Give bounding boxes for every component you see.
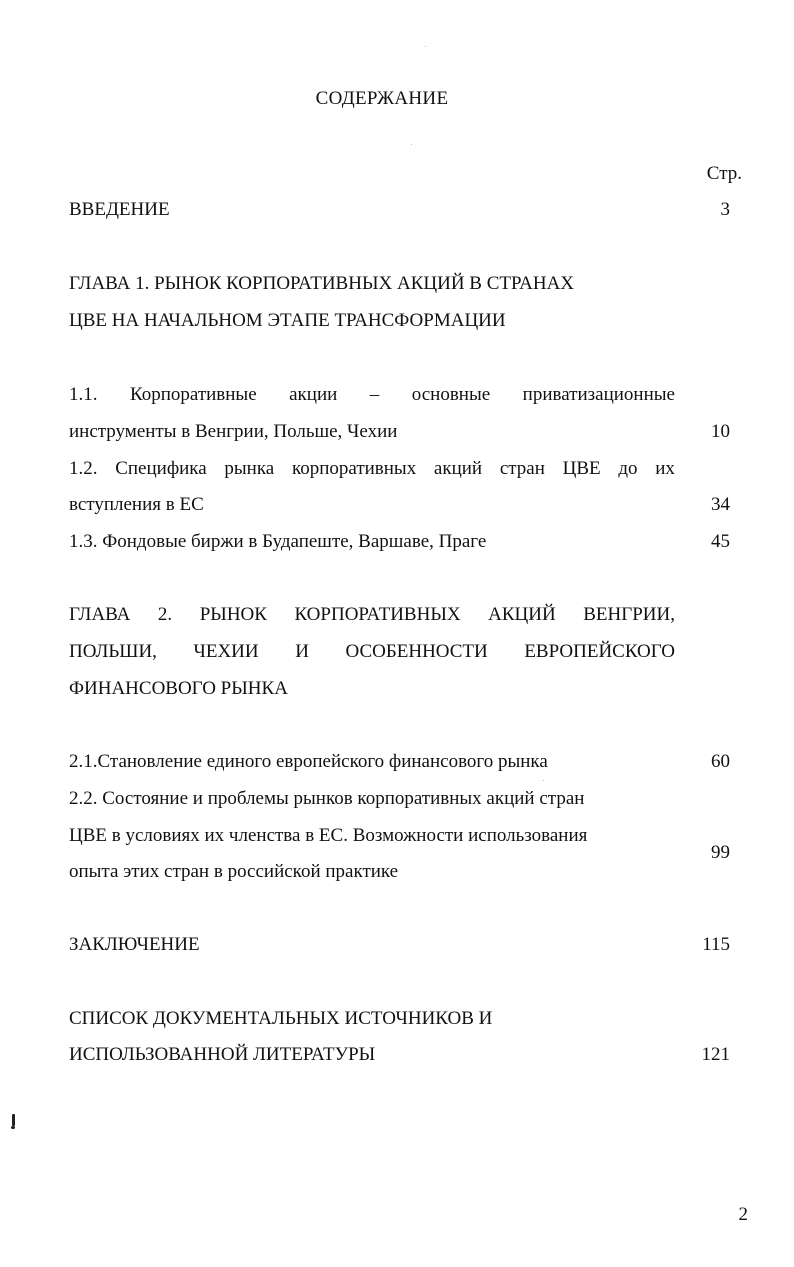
toc-word: ЦВЕ [562, 458, 601, 479]
toc-word: КОРПОРАТИВНЫХ [294, 604, 461, 625]
toc-word: корпоративных [291, 458, 417, 479]
toc-word: ЕВРОПЕЙСКОГО [524, 641, 675, 662]
toc-section-1-3-label[interactable]: 1.3. Фондовые биржи в Будапеште, Варшаве, Праге [69, 531, 487, 552]
toc-section-1-2-line1[interactable] [69, 458, 675, 480]
page-column-header: Стр. [706, 163, 742, 184]
toc-intro-label[interactable]: ВВЕДЕНИЕ [69, 199, 170, 220]
toc-word: ЧЕХИИ [193, 641, 259, 662]
toc-word: – [369, 384, 380, 405]
page-number: 2 [738, 1204, 748, 1225]
toc-word: Корпоративные [129, 384, 257, 405]
toc-word: стран [499, 458, 545, 479]
toc-section-1-3-page: 45 [711, 531, 730, 552]
toc-word: 2. [157, 604, 173, 625]
scan-speck [411, 144, 412, 145]
scan-mark [12, 1114, 15, 1126]
toc-chapter1-line1[interactable]: ГЛАВА 1. РЫНОК КОРПОРАТИВНЫХ АКЦИЙ В СТРАНАХ [69, 273, 575, 294]
toc-word: акций [433, 458, 483, 479]
toc-word: РЫНОК [199, 604, 267, 625]
toc-word: акции [289, 384, 338, 405]
toc-section-2-1-label[interactable]: 2.1.Становление единого европейского финансового рынка [69, 751, 548, 772]
toc-section-2-2-line2[interactable]: ЦВЕ в условиях их членства в ЕС. Возможности использования [69, 825, 588, 846]
toc-word: АКЦИЙ [488, 604, 556, 625]
toc-word: 1.1. [69, 384, 98, 405]
toc-word: Специфика [115, 458, 207, 479]
toc-word: 1.2. [69, 458, 98, 479]
toc-word: рынка [224, 458, 275, 479]
scan-speck [425, 46, 426, 47]
toc-word: приватизационные [522, 384, 675, 405]
toc-section-2-2-line1[interactable]: 2.2. Состояние и проблемы рынков корпоративных акций стран [69, 788, 585, 809]
toc-conclusion-label[interactable]: ЗАКЛЮЧЕНИЕ [69, 934, 200, 955]
toc-section-2-2-page: 99 [711, 842, 730, 863]
toc-chapter2-line1[interactable] [69, 604, 675, 626]
toc-section-1-1-line2[interactable]: инструменты в Венгрии, Польше, Чехии [69, 421, 398, 442]
toc-references-page: 121 [701, 1044, 730, 1065]
toc-word: их [655, 458, 675, 479]
page-title: СОДЕРЖАНИЕ [315, 88, 449, 109]
toc-conclusion-page: 115 [702, 934, 730, 955]
toc-section-1-2-line2[interactable]: вступления в ЕС [69, 494, 204, 515]
toc-chapter1-line2[interactable]: ЦВЕ НА НАЧАЛЬНОМ ЭТАПЕ ТРАНСФОРМАЦИИ [69, 310, 506, 331]
toc-word: ГЛАВА [69, 604, 131, 625]
toc-chapter2-line2[interactable] [69, 641, 675, 663]
toc-word: ОСОБЕННОСТИ [345, 641, 488, 662]
toc-intro-page: 3 [720, 199, 730, 220]
toc-word: ВЕНГРИИ, [583, 604, 675, 625]
toc-word: ПОЛЬШИ, [69, 641, 157, 662]
toc-references-line1[interactable]: СПИСОК ДОКУМЕНТАЛЬНЫХ ИСТОЧНИКОВ И [69, 1008, 493, 1029]
toc-chapter2-line3[interactable]: ФИНАНСОВОГО РЫНКА [69, 678, 288, 699]
toc-section-2-2-line3[interactable]: опыта этих стран в российской практике [69, 861, 399, 882]
toc-section-1-2-page: 34 [711, 494, 730, 515]
toc-word: до [618, 458, 638, 479]
toc-word: основные [411, 384, 491, 405]
toc-section-1-1-page: 10 [711, 421, 730, 442]
scan-speck [543, 780, 544, 781]
toc-section-1-1-line1[interactable] [69, 384, 675, 406]
toc-section-2-1-page: 60 [711, 751, 730, 772]
toc-references-line2[interactable]: ИСПОЛЬЗОВАННОЙ ЛИТЕРАТУРЫ [69, 1044, 376, 1065]
toc-word: И [295, 641, 309, 662]
